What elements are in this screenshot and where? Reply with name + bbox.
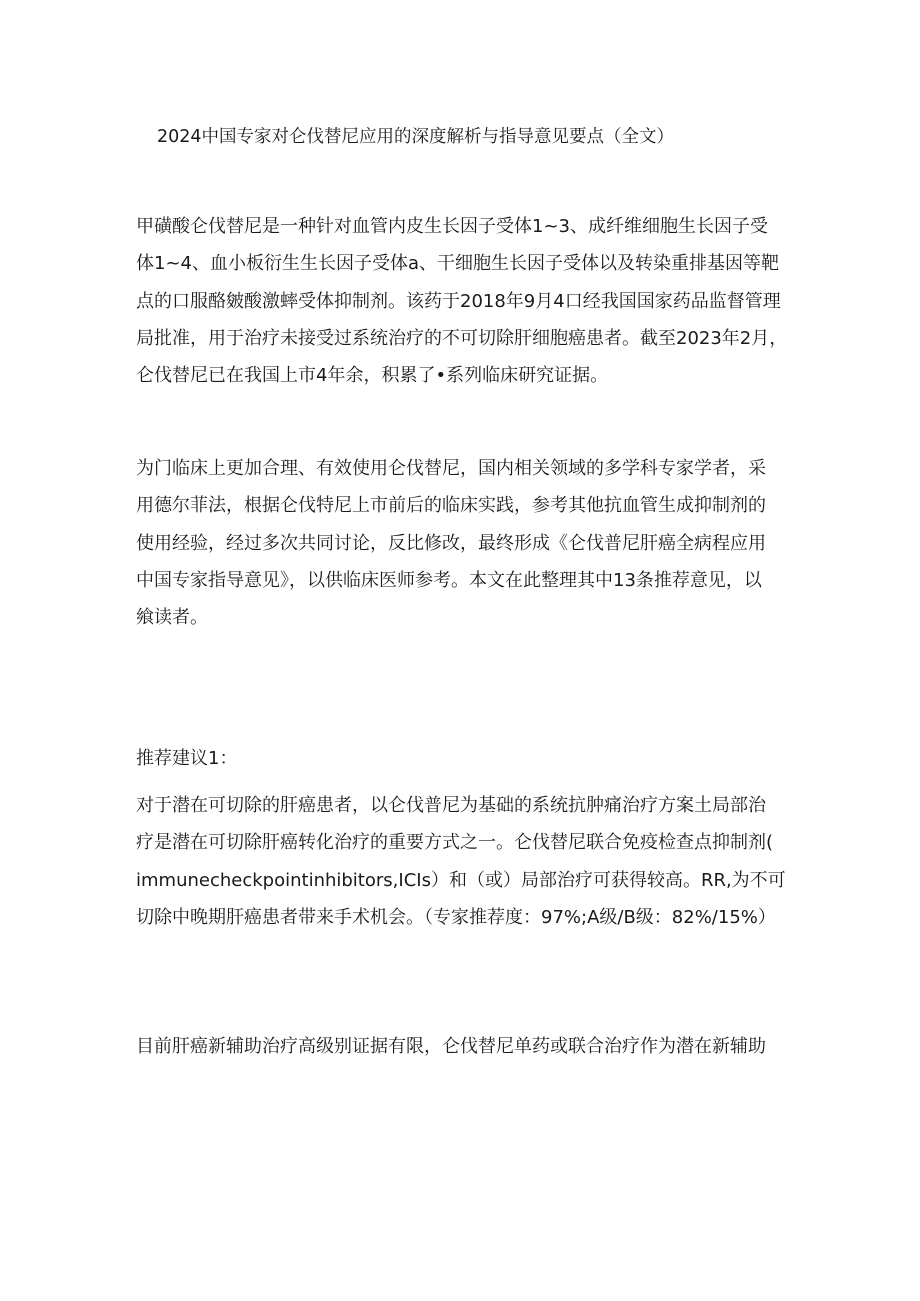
document-title: 2024中国专家对仑伐替尼应用的深度解析与指导意见要点（全文）: [157, 127, 675, 147]
text-line: 体1~4、血小板衍生生长因子受体a、干细胞生长因子受体以及转染重排基因等靶: [136, 253, 780, 275]
text-line: immunecheckpointinhibitors,ICIs）和（或）局部治疗可获得较高。RR,为不可: [136, 869, 786, 891]
text-line: 对于潜在可切除的肝癌患者，以仑伐普尼为基础的系统抗肿痛治疗方案土局部治: [136, 795, 766, 816]
text-line: 点的口服酪皴酸激蟀受体抑制剂。该药于2018年9月4口经我国国家药品监督管理: [136, 290, 781, 312]
text-line: 仑伐替尼已在我国上市4年余，积累了•系列临床研究证据。: [136, 365, 609, 387]
text-line: 中国专家指导意见》，以供临床医师参考。本文在此整理其中13条推荐意见，以: [136, 569, 762, 591]
recommendation-paragraph: [136, 787, 796, 936]
recommendation-heading: [136, 740, 796, 777]
text-line: 为门临床上更加合理、有效使用仑伐替尼，国内相关领域的多学科专家学者，采: [136, 458, 766, 479]
text-line: 局批准，用于治疗未接受过系统治疗的不可切除肝细胞癌患者。截至2023年2月，: [136, 327, 788, 349]
text-line: 使用经验，经过多次共同讨论，反比修改，最终形成《仑伐普尼肝癌全病程应用: [136, 532, 766, 554]
intro-paragraph: [136, 208, 796, 394]
text-line: 目前肝癌新辅助治疗高级别证据有限，仑伐替尼单药或联合治疗作为潜在新辅助: [136, 1036, 766, 1057]
text-line: 切除中晚期肝癌患者带来手术机会。（专家推荐度：97%;A级/B级：82%/15%）: [136, 906, 776, 928]
neoadjuvant-paragraph: [136, 1028, 796, 1065]
background-paragraph: [136, 450, 796, 636]
text-line: 飨读者。: [136, 607, 208, 629]
text-line: 用德尔菲法，根据仑伐特尼上市前后的临床实践，参考其他抗血管生成抑制剂的: [136, 495, 766, 517]
text-line: 甲磺酸仑伐替尼是一种针对血管内皮生长因子受体1~3、成纤维细胞生长因子受: [136, 216, 768, 237]
text-line: 疗是潜在可切除肝癌转化治疗的重要方式之一。仑伐替尼联合免疫检查点抑制剂(: [136, 832, 774, 854]
heading-text: 推荐建议1：: [136, 748, 238, 769]
